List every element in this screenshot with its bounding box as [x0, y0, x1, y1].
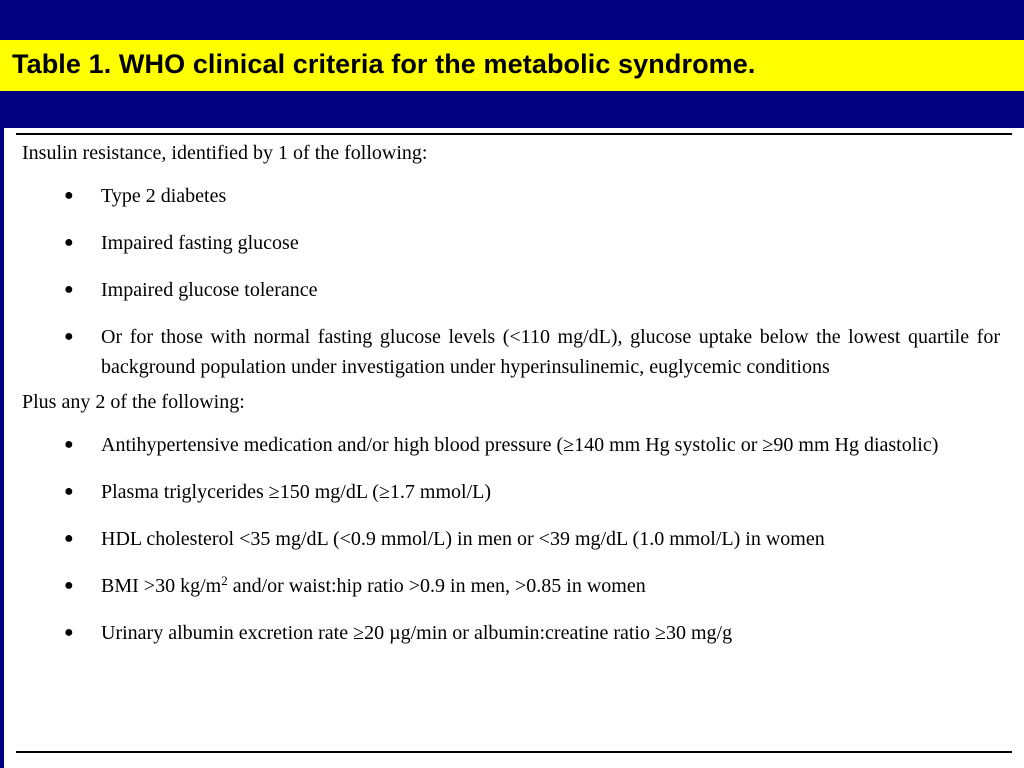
- section-heading-plus-two: Plus any 2 of the following:: [22, 391, 245, 413]
- list-item-text: Type 2 diabetes: [101, 185, 227, 207]
- bmi-suffix: and/or waist:hip ratio >0.9 in men, >0.85 in women: [227, 575, 646, 597]
- list-item-text: Impaired glucose tolerance: [101, 279, 318, 301]
- bullet-icon: ●: [64, 530, 74, 547]
- list-item-text: HDL cholesterol <35 mg/dL (<0.9 mmol/L) in men or <39 mg/dL (1.0 mmol/L) in women: [101, 528, 825, 550]
- title-bar: [0, 40, 1024, 91]
- section-heading-insulin-resistance: Insulin resistance, identified by 1 of the following:: [22, 142, 428, 164]
- list-item-text: Plasma triglycerides ≥150 mg/dL (≥1.7 mmol/L): [101, 481, 492, 503]
- list-item: [22, 524, 1000, 554]
- bullet-icon: ●: [64, 328, 74, 345]
- list-item: [22, 275, 1000, 305]
- list-item: [22, 322, 1000, 382]
- slide-title: Table 1. WHO clinical criteria for the metabolic syndrome.: [12, 49, 756, 79]
- additional-criteria-list: [22, 430, 1000, 648]
- table-bottom-rule: [16, 751, 1012, 753]
- bullet-icon: ●: [64, 577, 74, 594]
- list-item: [22, 618, 1000, 648]
- bullet-icon: ●: [64, 436, 74, 453]
- list-item-text: Impaired fasting glucose: [101, 232, 299, 254]
- bmi-superscript: 2: [221, 573, 228, 588]
- list-item: [22, 430, 1000, 460]
- table-top-rule: [16, 133, 1012, 135]
- list-item-text-bmi: [101, 575, 646, 597]
- insulin-resistance-list: [22, 181, 1000, 382]
- list-item-text: Antihypertensive medication and/or high blood pressure (≥140 mm Hg systolic or ≥90 mm Hg diastolic): [101, 434, 939, 456]
- bullet-icon: ●: [64, 624, 74, 641]
- bullet-icon: ●: [64, 281, 74, 298]
- bmi-prefix: BMI >30 kg/m: [101, 575, 222, 597]
- list-item-text: Urinary albumin excretion rate ≥20 µg/min or albumin:creatine ratio ≥30 mg/g: [101, 622, 733, 644]
- list-item: [22, 228, 1000, 258]
- list-item: [22, 571, 1000, 601]
- bullet-icon: ●: [64, 187, 74, 204]
- bullet-icon: ●: [64, 483, 74, 500]
- list-item: [22, 477, 1000, 507]
- list-item: [22, 181, 1000, 211]
- list-item-text: Or for those with normal fasting glucose levels (<110 mg/dL), glucose uptake below the lowest quartile for background population under investigation under hyperinsulinemic, euglycemic conditions: [101, 326, 1000, 378]
- criteria-table: [22, 139, 1000, 648]
- bullet-icon: ●: [64, 234, 74, 251]
